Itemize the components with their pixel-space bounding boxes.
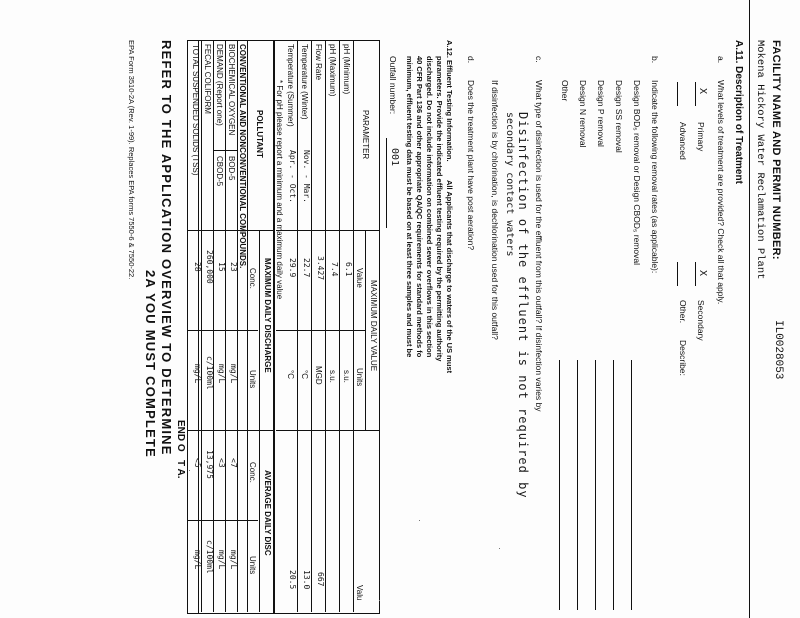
qd-letter: d.	[466, 56, 476, 64]
t2-row-units: mg/L	[193, 364, 202, 384]
conc-header-2: Conc.	[248, 462, 257, 483]
permit-number: IL0028053	[772, 320, 784, 380]
t2-header-rule	[247, 40, 248, 612]
t1-row-units: °C	[286, 370, 295, 379]
t2-row-units: mg/L	[217, 364, 226, 384]
t2-row-avg-conc: 13,975	[205, 450, 214, 479]
end-of-part: END O T A.	[175, 420, 186, 479]
section-a12-title: A.12. Effluent Testing Information.	[445, 40, 454, 162]
t2-row-conc: 28	[193, 262, 202, 272]
bod-answer-line	[631, 360, 632, 610]
n-answer-line	[577, 360, 578, 610]
t2-row-rule-1	[225, 40, 226, 612]
facility-name: Mokena Hickory Water Reclamation Plant	[754, 40, 766, 280]
scan-speck	[499, 548, 500, 549]
t1-row-units: MGD	[314, 366, 323, 385]
other-label: Other.	[678, 300, 688, 324]
t2-section-rule	[237, 40, 238, 612]
t1-row-name: pH (Maximum)	[328, 44, 337, 97]
facility-label: FACILITY NAME AND PERMIT NUMBER:	[770, 40, 782, 260]
disinfection-answer-2[interactable]: secondary contact waters	[504, 112, 515, 257]
t2-row-avg-units: mg/L	[193, 550, 202, 570]
primary-check[interactable]: X	[697, 88, 708, 95]
t2-row-name: FECAL COLIFORM	[203, 44, 212, 114]
bod-label: Design BOD₅ removal or Design CBOD₅ removal	[632, 80, 642, 265]
describe-label: Describe:	[678, 340, 688, 376]
primary-label: Primary	[696, 122, 706, 152]
t1-row-value: 22.7	[302, 258, 311, 278]
t1-row-season: Nov. - Mar.	[302, 150, 311, 203]
t1-row-avg: 13.0	[302, 570, 311, 590]
other-answer-line	[559, 360, 560, 610]
t2-row-avg-units: c/100ml	[205, 540, 214, 574]
refer-instruction-2: 2A YOU MUST COMPLETE	[143, 270, 158, 458]
section-a11-title: A.11. Description of Treatment	[733, 40, 744, 184]
outfall-label: Outfall number:	[388, 56, 398, 115]
a12-line4: 40 CFR Part 136 and other appropriate QA/QC requirements for standard methods fo	[415, 56, 424, 358]
tss-div-2	[188, 330, 202, 331]
pollutant-header: POLLUTANT	[255, 110, 264, 158]
primary-line	[695, 82, 696, 106]
qb-text: Indicate the following removal rates (as applicable):	[650, 80, 660, 274]
value-header: Value	[355, 268, 364, 288]
t2-col-divider-4	[200, 520, 258, 521]
units-header: Units	[248, 370, 257, 389]
t1-row-name: Flow Rate	[314, 44, 323, 81]
ph-footnote: * For pH please report a minimum and a maximum daily value	[275, 80, 284, 300]
t2-row-rule-2	[213, 40, 214, 612]
units-header-2: Units	[248, 556, 257, 575]
qc-text: What type of disinfection is used for the effluent from this outfall? If disinfection varies by	[534, 80, 544, 412]
t1-row-name: Temperature (Winter)	[300, 44, 309, 120]
tss-div-4	[188, 520, 202, 521]
t2-opt-divider	[214, 150, 238, 151]
t1-row-avg: 20.5	[288, 570, 297, 590]
t2-row-units: mg/L	[229, 364, 238, 384]
secondary-line	[695, 262, 696, 286]
t2-row-avg-conc: <7	[229, 458, 238, 468]
p-label: Design P removal	[596, 80, 606, 147]
a12-line5: minimum, effluent testing data must be based on at least three samples and must be	[405, 56, 414, 358]
other-removal-label: Other	[560, 80, 570, 102]
qa-text: What levels of treatment are provided? Check all that apply.	[716, 80, 726, 305]
t1-row-season: Apr. - Oct.	[288, 150, 297, 203]
t1-col-divider-2	[276, 430, 380, 431]
t2-row-units: c/100ml	[205, 356, 214, 390]
t1-row-name: pH (Minimum)	[342, 44, 351, 95]
ss-answer-line	[613, 360, 614, 610]
section-conventional: CONVENTIONAL AND NONCONVENTIONAL COMPOUNDS.	[238, 44, 247, 269]
t1-row-value: 3.427	[316, 256, 325, 281]
t1-row-avg: 667	[316, 572, 325, 587]
t2-row-conc: 15	[217, 262, 226, 272]
secondary-label: Secondary	[696, 300, 706, 341]
units-header: Units	[355, 368, 364, 387]
t1-row-value: 29.9	[288, 258, 297, 278]
other-line	[677, 262, 678, 286]
qb-letter: b.	[650, 56, 660, 64]
t2-subheader-rule	[259, 230, 260, 612]
t1-row-units: °C	[300, 370, 309, 379]
avg-discharge-header: AVERAGE DAILY DISC	[263, 470, 272, 556]
t2-row-avg-conc: <5	[193, 458, 202, 468]
t2-row-name: BIOCHEMICAL OXYGEN	[227, 44, 236, 136]
t2-row-conc: 23	[229, 262, 238, 272]
n-label: Design N removal	[578, 80, 588, 148]
scan-speck	[419, 520, 420, 521]
qd-text: Does the treatment plant have post aeration?	[466, 80, 476, 251]
t1-row-value: 7.4	[330, 262, 339, 277]
scan-speck	[189, 470, 190, 471]
conc-header: Conc.	[248, 268, 257, 289]
advanced-label: Advanced	[678, 122, 688, 160]
advanced-line	[677, 82, 678, 106]
t1-row-units: s.u.	[342, 370, 351, 383]
t2-row-option: CBOD-5	[215, 156, 224, 187]
secondary-check[interactable]: X	[697, 270, 708, 277]
t2-row-avg-conc: <3	[217, 458, 226, 468]
t2-row-name: TOTAL SUSPENDED SOLIDS (TSS)	[191, 44, 200, 176]
scan-speck	[379, 600, 380, 601]
parameter-header: PARAMETER	[361, 110, 370, 160]
a12-line1: All Applicants that discharge to waters of the US must	[445, 180, 454, 374]
t2-row-name: DEMAND (Report one)	[215, 44, 224, 126]
outfall-value[interactable]: 001	[389, 148, 400, 167]
t2-row-option: BOD-5	[227, 156, 236, 181]
t1-subheader-rule	[365, 230, 366, 430]
value-header-2: Valu	[355, 585, 364, 601]
ss-label: Design SS removal	[614, 80, 624, 153]
qc-letter: c.	[534, 56, 544, 63]
max-discharge-header: MAXIMUM DAILY DISCHARGE	[263, 258, 272, 373]
form-number: EPA Form 3510-2A (Rev. 1-99). Replaces EPA forms 7550-6 & 7550-22.	[127, 40, 136, 280]
t1-row-rule-1	[339, 40, 340, 612]
t1-row-rule-4	[297, 40, 298, 612]
outfall-line	[386, 138, 387, 228]
t2-row-conc: 260,000	[205, 250, 214, 284]
t1-header-rule	[353, 40, 354, 612]
tss-div-3	[188, 430, 202, 431]
t1-row-rule-2	[325, 40, 326, 612]
t1-row-value: 6.1	[344, 262, 353, 277]
refer-instruction: REFER TO THE APPLICATION OVERVIEW TO DETERMINE	[159, 40, 174, 456]
disinfection-answer[interactable]: Disinfection of the effluent is not required by	[516, 112, 530, 499]
max-daily-header: MAXIMUM DAILY VALUE	[369, 280, 378, 372]
header-divider	[749, 0, 750, 618]
t2-row-avg-units: mg/L	[229, 550, 238, 570]
p-answer-line	[595, 360, 596, 610]
t1-row-name: Temperature (Summer)	[286, 44, 295, 127]
t1-row-rule-3	[311, 40, 312, 612]
t2-col-divider-3	[200, 330, 258, 331]
t1-row-units: s.u.	[328, 370, 337, 383]
qc-text-2: If disinfection is by chlorination, is dechlorination used for this outfall?	[490, 80, 500, 340]
a12-line2: parameters. Provide the indicated effluent testing required by the permitting authority	[435, 56, 444, 362]
qa-letter: a.	[716, 56, 726, 64]
t2-row-avg-units: mg/L	[217, 550, 226, 570]
tss-div-1	[188, 230, 202, 231]
a12-line3: discharged. Do not include information on combined sewer overflows in this section	[425, 56, 434, 358]
